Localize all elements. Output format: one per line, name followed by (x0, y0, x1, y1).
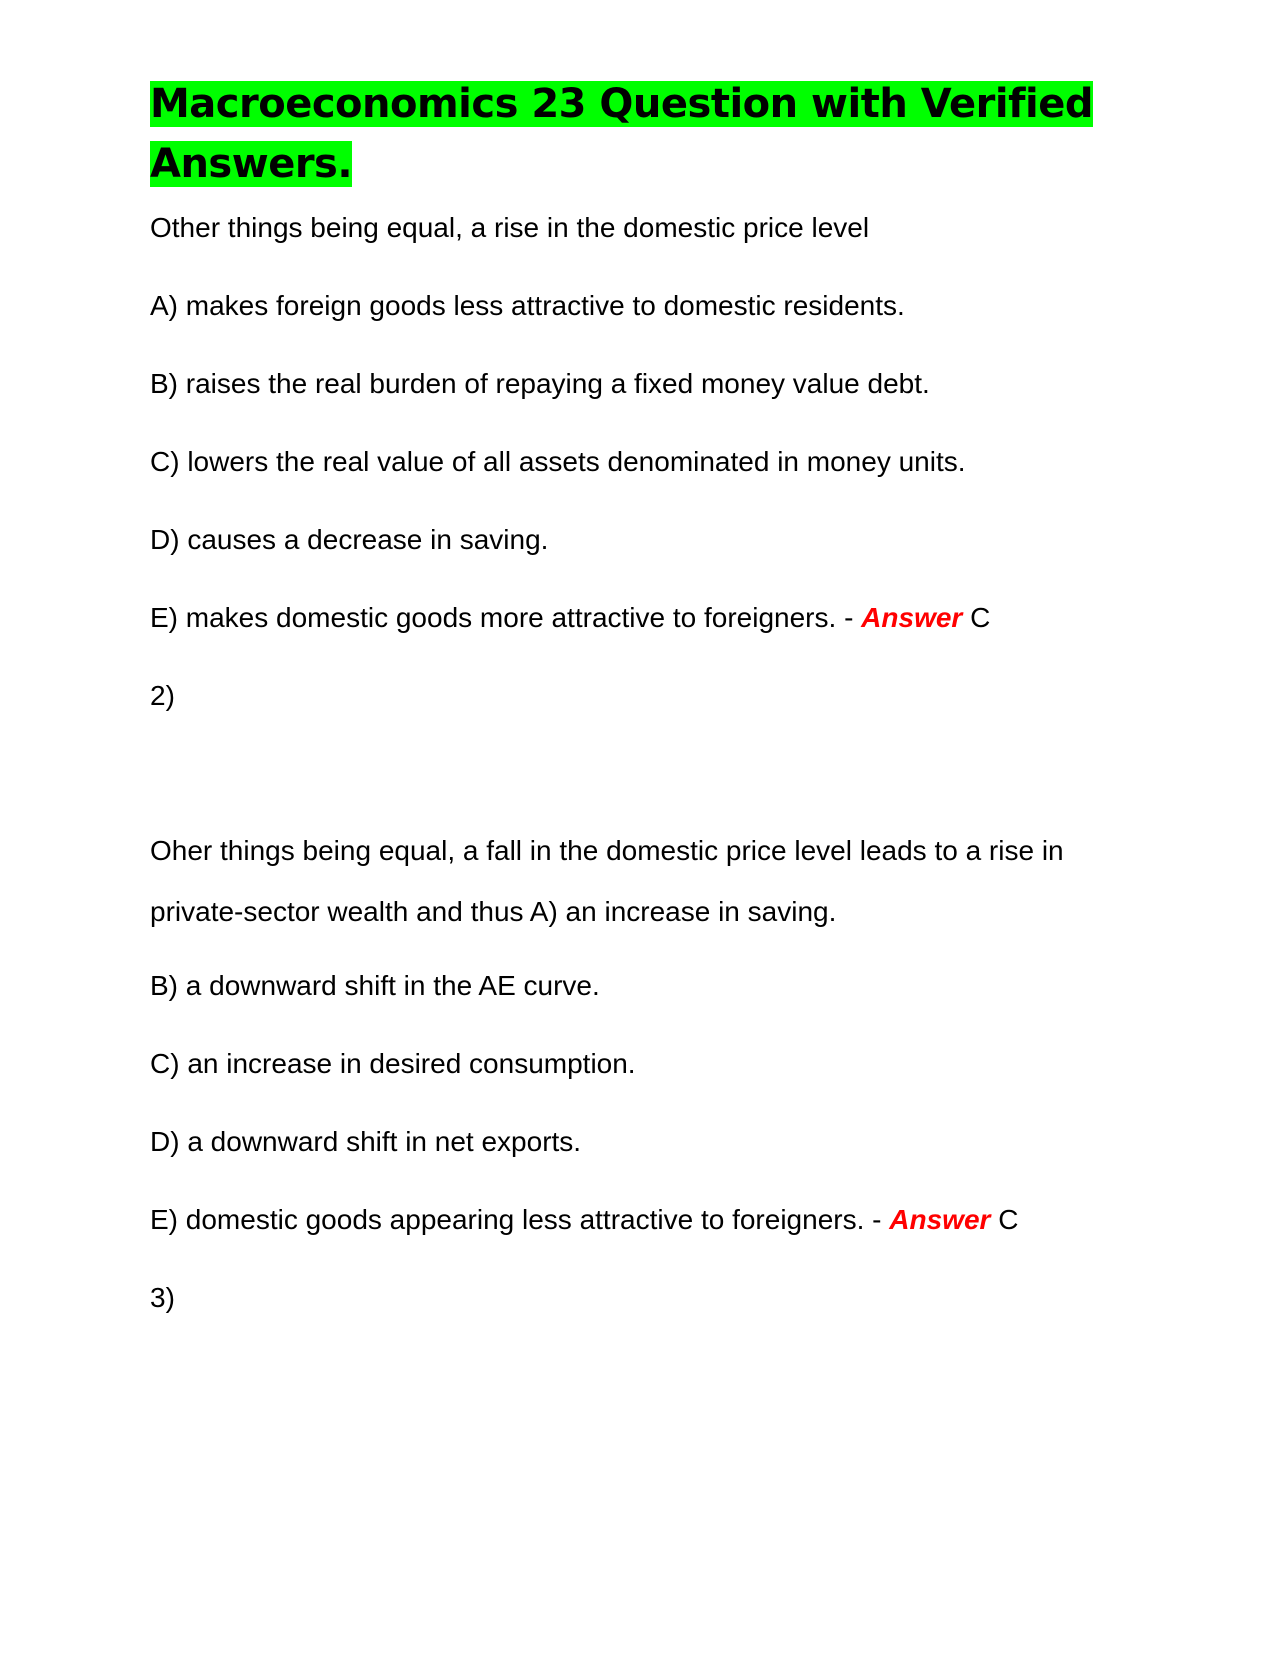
question-1-stem: Other things being equal, a rise in the domestic price level (150, 212, 870, 243)
question-1-option-e-text: E) makes domestic goods more attractive to foreigners. - (150, 602, 862, 633)
question-1-answer-value: C (962, 602, 991, 633)
document-content (150, 74, 1150, 1318)
question-1-option-b: B) raises the real burden of repaying a fixed money value debt. (150, 368, 930, 399)
question-2-option-e-text: E) domestic goods appearing less attractive to foreigners. - (150, 1204, 890, 1235)
document-title (150, 74, 1150, 194)
question-2-number: 2) (150, 680, 175, 711)
question-2-option-e (150, 1200, 1150, 1240)
question-1-answer-label: Answer (861, 602, 963, 633)
question-2-option-c: C) an increase in desired consumption. (150, 1048, 636, 1079)
question-1-option-e (150, 598, 1150, 638)
question-3-number: 3) (150, 1282, 175, 1313)
question-2-answer-label: Answer (889, 1204, 991, 1235)
question-1-option-c: C) lowers the real value of all assets denominated in money units. (150, 446, 966, 477)
question-2-option-b: B) a downward shift in the AE curve. (150, 970, 600, 1001)
question-1-option-d: D) causes a decrease in saving. (150, 524, 549, 555)
question-2-stem: Oher things being equal, a fall in the domestic price level leads to a rise in private-sector wealth and thus A) an increase in saving. (150, 835, 1064, 927)
question-1-option-a: A) makes foreign goods less attractive to domestic residents. (150, 290, 905, 321)
title-highlight: Macroeconomics 23 Question with Verified Answers. (150, 81, 1093, 187)
question-2-option-d: D) a downward shift in net exports. (150, 1126, 582, 1157)
question-2-answer-value: C (990, 1204, 1019, 1235)
